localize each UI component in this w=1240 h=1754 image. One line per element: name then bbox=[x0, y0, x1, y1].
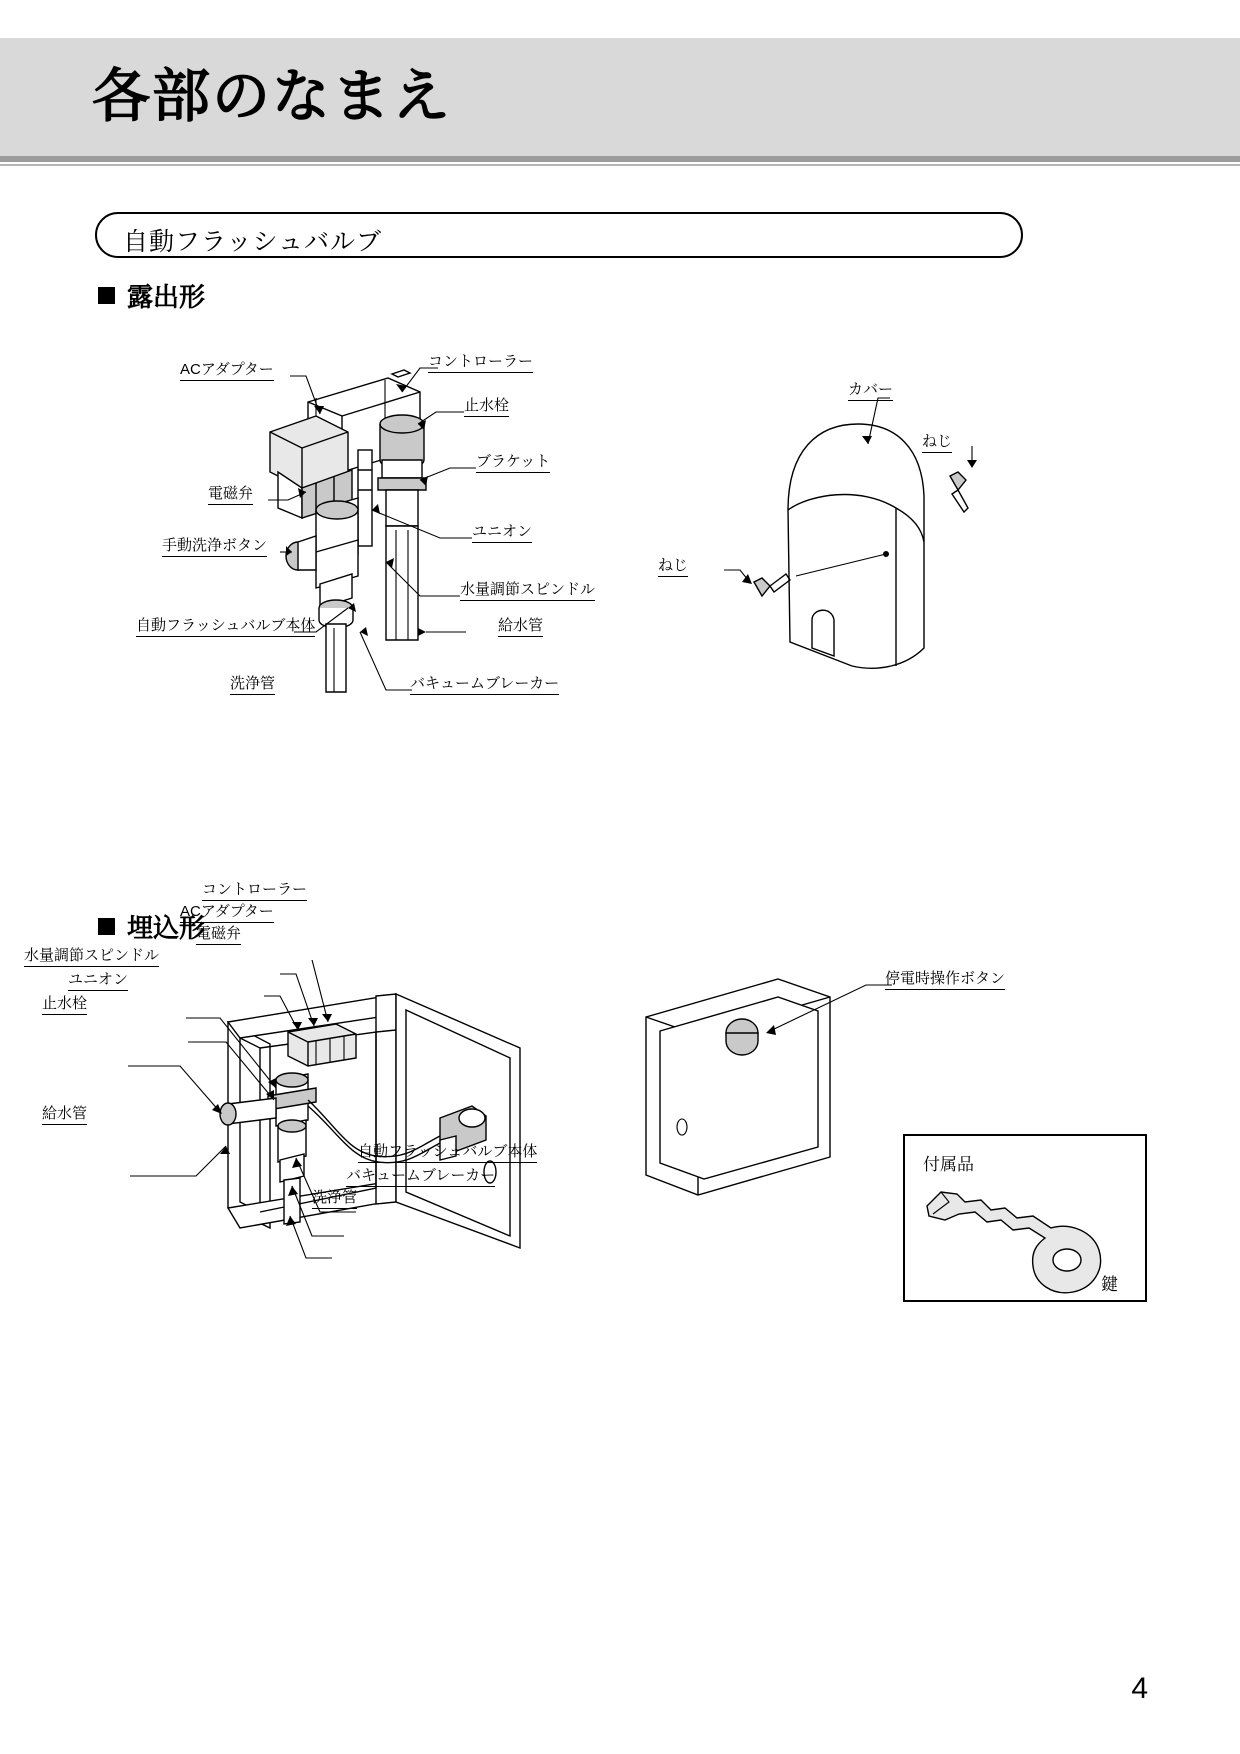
figure-embedded-type-drawing bbox=[100, 960, 620, 1280]
label-embedded-union: ユニオン bbox=[68, 968, 128, 991]
label-supply-pipe: 給水管 bbox=[498, 614, 543, 637]
header-divider-secondary bbox=[0, 164, 1240, 166]
subheading-exposed-label: 露出形 bbox=[127, 282, 206, 312]
label-embedded-vacuum-breaker: バキュームブレーカー bbox=[346, 1164, 495, 1187]
label-key: 鍵 bbox=[1101, 1275, 1118, 1294]
square-bullet-icon bbox=[98, 918, 115, 935]
label-flush-pipe: 洗浄管 bbox=[230, 672, 275, 695]
figure-cover bbox=[658, 381, 1030, 710]
section-heading-label: 自動フラッシュバルブ bbox=[123, 228, 383, 256]
label-embedded-valve-body: 自動フラッシュバルブ本体 bbox=[358, 1140, 537, 1163]
label-accessory-title: 付属品 bbox=[923, 1155, 974, 1174]
figure-cover-drawing bbox=[700, 390, 1030, 710]
label-embedded-flush-pipe: 洗浄管 bbox=[312, 1186, 357, 1209]
label-embedded-solenoid-valve: 電磁弁 bbox=[196, 922, 241, 945]
section-heading-box bbox=[95, 212, 1023, 258]
subheading-embedded-label: 埋込形 bbox=[127, 913, 206, 943]
label-power-failure-button: 停電時操作ボタン bbox=[885, 967, 1005, 990]
label-flow-adjust-spindle: 水量調節スピンドル bbox=[460, 578, 595, 601]
label-controller: コントローラー bbox=[428, 350, 533, 373]
figure-exposed-type bbox=[120, 340, 640, 730]
label-embedded-ac-adapter: ACアダプター bbox=[180, 900, 274, 923]
label-bracket: ブラケット bbox=[476, 450, 550, 473]
square-bullet-icon bbox=[98, 287, 115, 304]
label-embedded-stop-valve: 止水栓 bbox=[42, 992, 87, 1015]
header-divider bbox=[0, 156, 1240, 162]
label-screw-right: ねじ bbox=[922, 430, 952, 453]
page-title: 各部のなまえ bbox=[92, 64, 453, 129]
subheading-exposed-type bbox=[98, 277, 205, 314]
label-embedded-supply-pipe: 給水管 bbox=[42, 1102, 87, 1125]
label-solenoid-valve: 電磁弁 bbox=[208, 482, 253, 505]
label-embedded-flow-adjust-spindle: 水量調節スピンドル bbox=[24, 944, 159, 967]
label-valve-body: 自動フラッシュバルブ本体 bbox=[136, 614, 315, 637]
accessory-box bbox=[903, 1134, 1147, 1302]
label-manual-flush-button: 手動洗浄ボタン bbox=[162, 534, 267, 557]
label-embedded-controller: コントローラー bbox=[202, 878, 307, 901]
label-stop-valve: 止水栓 bbox=[464, 394, 509, 417]
label-screw-left: ねじ bbox=[658, 554, 688, 577]
page-number: 4 bbox=[1131, 1672, 1148, 1705]
label-cover: カバー bbox=[848, 378, 893, 401]
label-union: ユニオン bbox=[472, 520, 532, 543]
label-vacuum-breaker: バキュームブレーカー bbox=[410, 672, 559, 695]
label-ac-adapter: ACアダプター bbox=[180, 358, 274, 381]
